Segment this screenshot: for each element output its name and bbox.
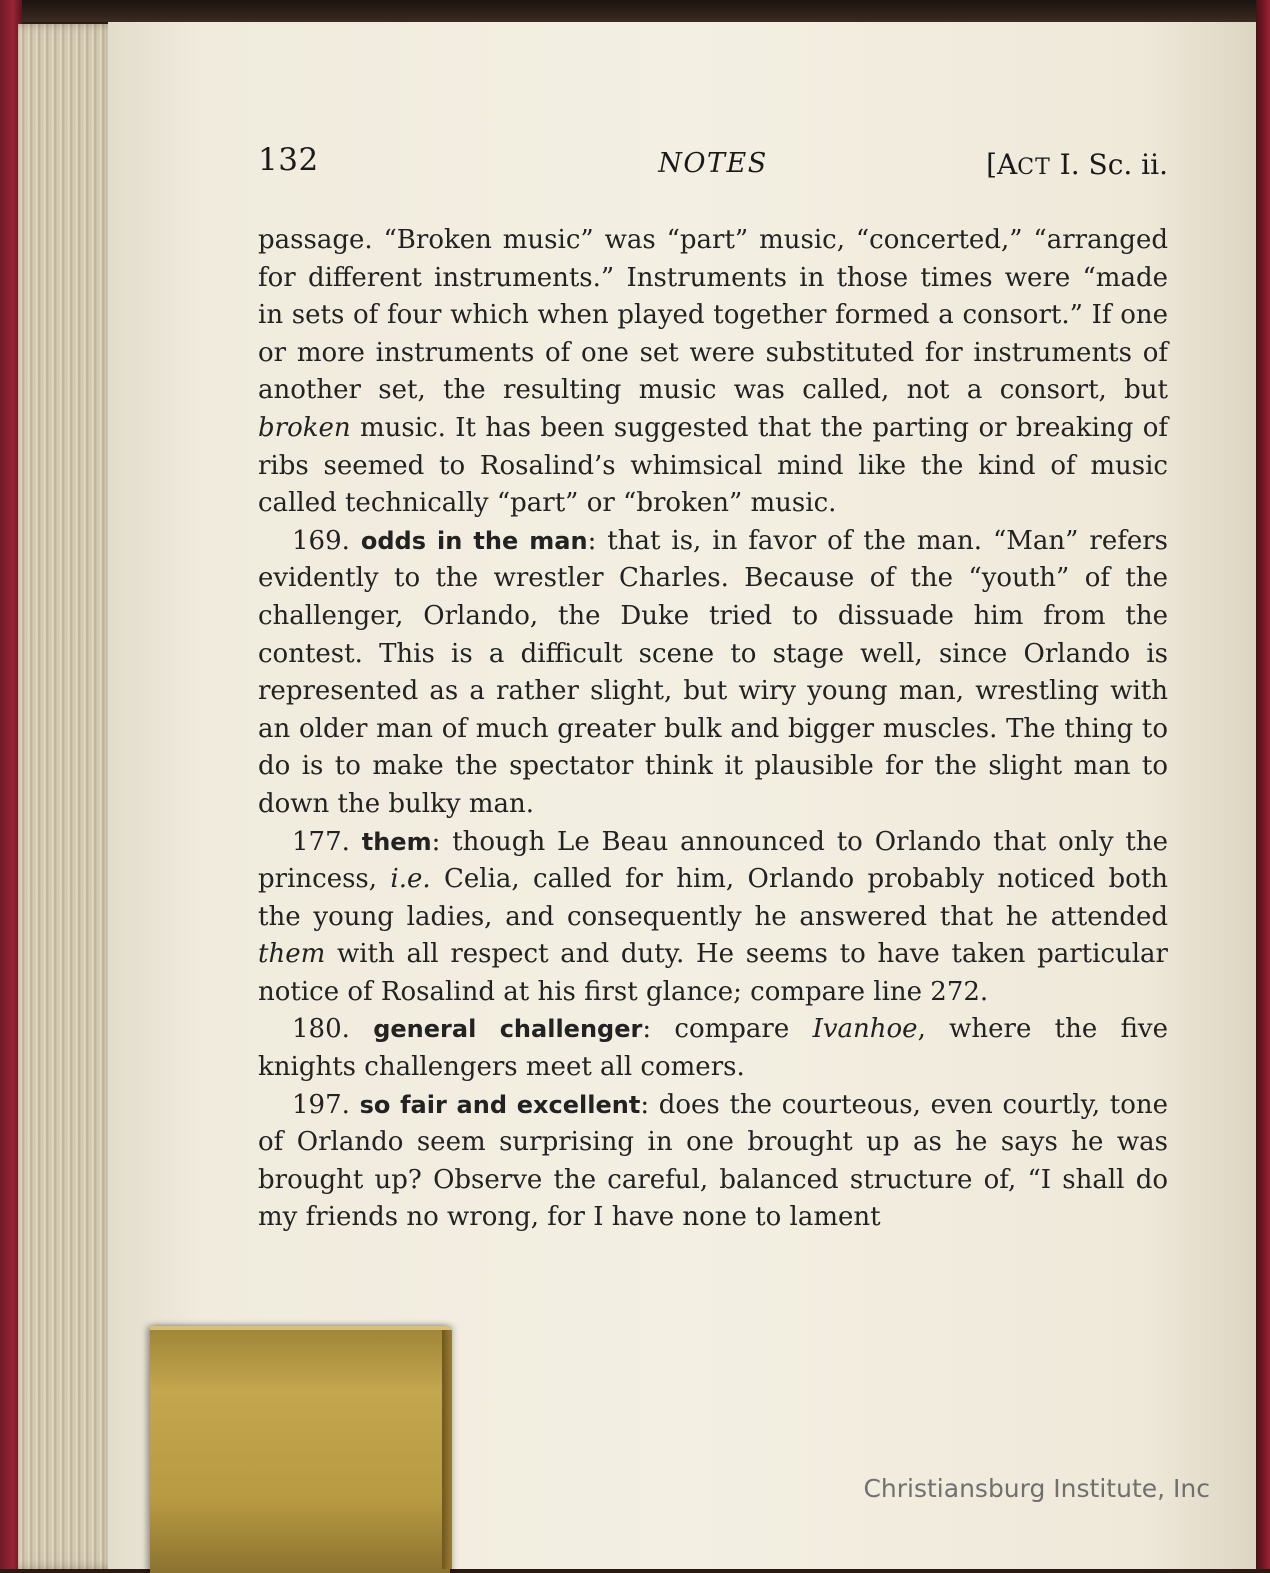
note-text: , where the five knights challengers meet all comers.: [258, 1014, 1168, 1083]
watermark: Christiansburg Institute, Inc: [863, 1474, 1210, 1503]
note-paragraph: [258, 523, 1168, 824]
act-ref-suffix: I. Sc. ii.: [1050, 148, 1168, 181]
note-text: Celia, called for him, Orlando probably noticed both the young ladies, and consequently he answered that he attended: [258, 864, 1168, 932]
note-lemma: odds in the man: [360, 526, 588, 555]
italic-text: Ivanhoe: [812, 1014, 918, 1045]
italic-text: broken: [258, 412, 351, 443]
note-text: : that is, in favor of the man. “Man” refers evidently to the wrestler Charles. Because of the “youth” of the challenger, Orlando, the Duke tried to dissuade him from the contest. This is a difficult scene to stage well, since Orlando is represented as a rather slight, but wiry young man, wrestling with an older man of much greater bulk and bigger muscles. The thing to do is to make the spectator think it plausible for the slight man to down the bulky man.: [258, 525, 1169, 819]
note-paragraph: [258, 1087, 1168, 1237]
book-cover-right: [1256, 0, 1270, 1569]
note-line-number: 197.: [292, 1089, 350, 1120]
brass-page-clip: [150, 1326, 450, 1573]
brass-page-clip-edge: [442, 1330, 452, 1569]
note-paragraph: [258, 824, 1168, 1012]
page-number: 132: [258, 142, 319, 178]
note-lemma: general challenger: [373, 1015, 643, 1044]
act-scene-reference: [986, 148, 1168, 181]
continued-paragraph: [258, 222, 1168, 523]
note-line-number: 180.: [292, 1014, 350, 1045]
act-ref-prefix: [A: [986, 148, 1018, 181]
running-head: [258, 140, 1168, 190]
section-title: NOTES: [658, 148, 768, 179]
note-text: : though Le Beau announced to Orlando that only the princess,: [258, 826, 1168, 895]
act-ref-smallcaps: CT: [1017, 155, 1051, 180]
page-edges: [18, 24, 118, 1569]
italic-text: them: [258, 939, 326, 970]
note-text: : compare: [642, 1014, 813, 1045]
note-lemma: so fair and excellent: [359, 1090, 641, 1119]
italic-text: i.e.: [390, 864, 431, 895]
note-paragraph: [258, 1011, 1168, 1086]
notes-body: [258, 222, 1168, 1237]
note-text: with all respect and duty. He seems to have taken particular notice of Rosalind at his first glance; compare line 272.: [258, 939, 1168, 1007]
note-text: passage. “Broken music” was “part” music, “concerted,” “arranged for different instruments.” Instruments in those times were “made in sets of four which when played together formed a consort.” If one or more instruments of one set were substituted for instruments of another set, the resulting music was called, not a consort, but: [258, 225, 1168, 406]
note-lemma: them: [361, 827, 432, 856]
note-text: music. It has been suggested that the parting or breaking of ribs seemed to Rosalind’s whimsical mind like the kind of music called technically “part” or “broken” music.: [258, 412, 1168, 519]
note-line-number: 169.: [292, 525, 350, 556]
book-cover-top: [0, 0, 1270, 22]
note-text: : does the courteous, even courtly, tone of Orlando seem surprising in one brought up as he says he was brought up? Observe the careful, balanced structure of, “I shall do my friends no wrong, for I have none to lament: [258, 1089, 1169, 1233]
note-line-number: 177.: [292, 826, 350, 857]
